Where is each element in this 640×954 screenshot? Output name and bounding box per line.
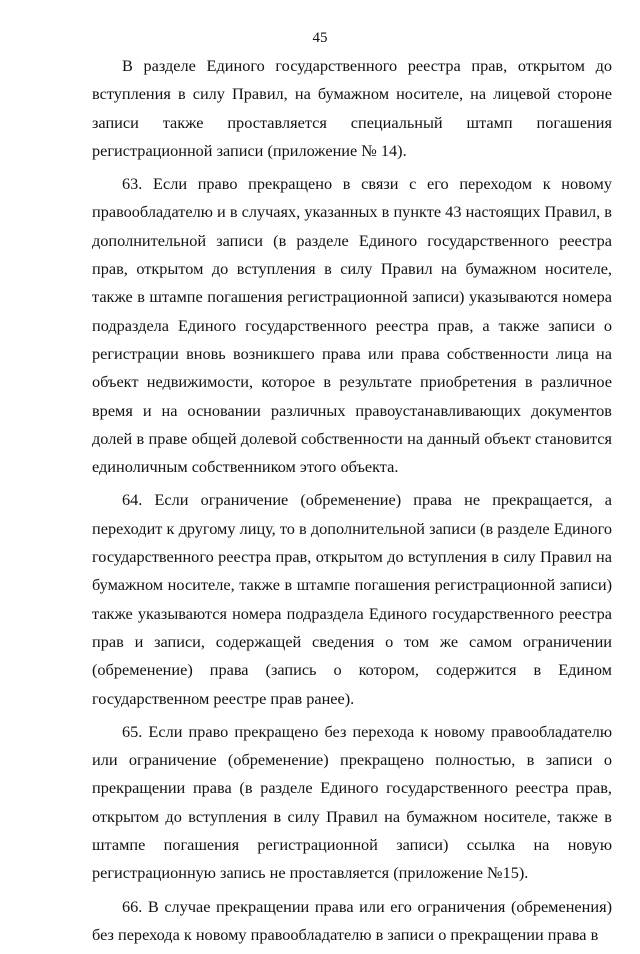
paragraph-stamp-intro: В разделе Единого государственного реестра прав, открытом до вступления в силу Правил, на бумажном носителе, на лицевой стороне записи также проставляется специальный штамп погашения регистрационной записи (приложение № 14). (92, 56, 612, 160)
paragraph-66: 66. В случае прекращении права или его ограничения (обременения) без перехода к новому правообладателю в записи о прекращении права в (92, 896, 612, 944)
paragraph-63: 63. Если право прекращено в связи с его переходом к новому правообладателю и в случаях, указанных в пункте 43 настоящих Правил, в дополнительной записи (в разделе Единого государственного реестра прав, открытом до вступления в силу Правил на бумажном носителе, также в штампе погашения регистрационной записи) указываются номера подраздела Единого государственного реестра прав, а также записи о регистрации вновь возникшего права или права собственности лица на объект недвижимости, которое в результате приобретения в различное время и на основании различных правоустанавливающих документов долей в праве общей долевой собственности на данный объект становится единоличным собственником этого объекта. (92, 174, 612, 477)
paragraph-64: 64. Если ограничение (обременение) права не прекращается, а переходит к другому лицу, то в дополнительной записи (в разделе Единого государственного реестра прав, открытом до вступления в силу Правил на бумажном носителе, также в штампе погашения регистрационной записи) также указываются номера подраздела Единого государственного реестра прав и записи, содержащей сведения о том же самом ограничении (обременение) права (запись о котором, содержится в Едином государственном реестре прав ранее). (92, 490, 612, 708)
page-number: 45 (312, 30, 328, 46)
document-body (92, 52, 612, 954)
paragraph-65: 65. Если право прекращено без перехода к новому правообладателю или ограничение (обременение) прекращено полностью, в записи о прекращении права (в разделе Единого государственного реестра прав, открытом до вступления в силу Правил на бумажном носителе, также в штампе погашения регистрационной записи) ссылка на новую регистрационную запись не проставляется (приложение №15). (92, 721, 612, 883)
